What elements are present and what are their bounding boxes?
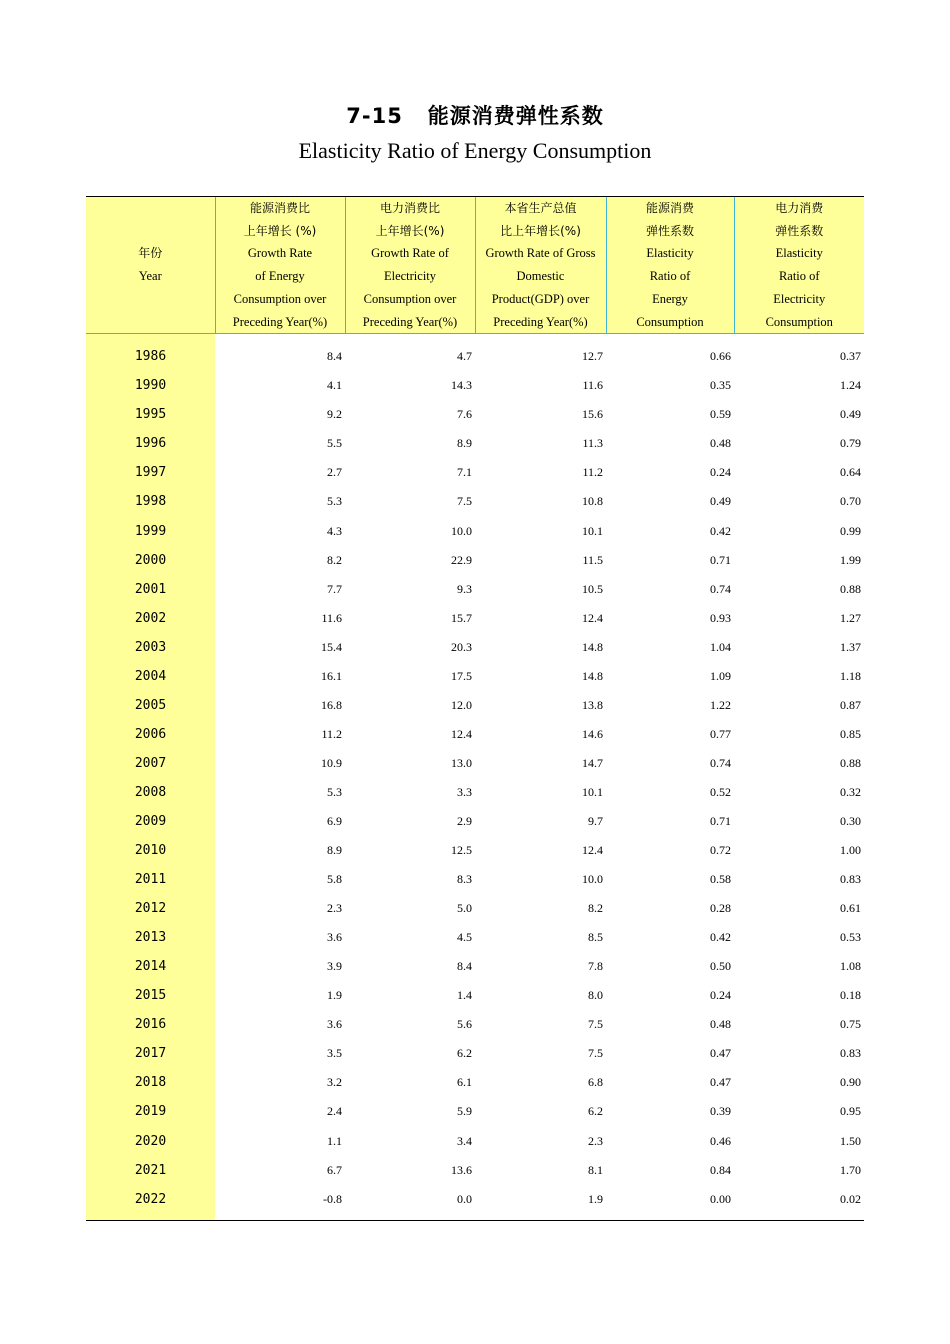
header-line: Product(GDP) over (491, 291, 590, 306)
value-cell: 10.1 (582, 784, 603, 799)
header-line: 年份 (138, 246, 163, 261)
table-row (86, 720, 864, 749)
table-header (86, 197, 864, 334)
year-cell: 2013 (86, 923, 215, 952)
value-cell: 1.22 (710, 697, 731, 712)
value-cell: 0.99 (840, 523, 861, 538)
value-cell: 6.1 (457, 1075, 472, 1090)
value-cell: 0.71 (710, 813, 731, 828)
value-cell: 10.0 (451, 523, 472, 538)
header-line: Ratio of (649, 269, 691, 284)
value-cell: 0.50 (710, 959, 731, 974)
value-cell: 8.4 (327, 349, 342, 364)
value-cell: 10.8 (582, 494, 603, 509)
value-cell: 4.1 (327, 378, 342, 393)
value-cell: 0.42 (710, 523, 731, 538)
year-cell: 2014 (86, 952, 215, 981)
value-cell: 14.7 (582, 755, 603, 770)
table-row (86, 604, 864, 633)
value-cell: 3.6 (327, 930, 342, 945)
value-cell: 0.70 (840, 494, 861, 509)
header-line: Consumption over (363, 291, 457, 306)
value-cell: 11.6 (321, 610, 342, 625)
table-row (86, 1185, 864, 1214)
year-cell: 2000 (86, 546, 215, 575)
value-cell: 8.2 (588, 901, 603, 916)
value-cell: 13.8 (582, 697, 603, 712)
year-cell: 2015 (86, 981, 215, 1010)
header-line: 本省生产总值 (504, 201, 577, 215)
year-cell: 2006 (86, 720, 215, 749)
value-cell: 7.5 (588, 1017, 603, 1032)
value-cell: 0.66 (710, 349, 731, 364)
column-header-year (86, 197, 215, 334)
header-line: Electricity (383, 269, 437, 284)
value-cell: 4.5 (457, 930, 472, 945)
value-cell: 1.00 (840, 843, 861, 858)
value-cell: 9.7 (588, 813, 603, 828)
value-cell: 10.5 (582, 581, 603, 596)
value-cell: 5.3 (327, 494, 342, 509)
value-cell: 16.1 (321, 668, 342, 683)
value-cell: 12.4 (451, 726, 472, 741)
value-cell: 2.7 (327, 465, 342, 480)
year-cell: 2022 (86, 1185, 215, 1214)
table-row (86, 1010, 864, 1039)
value-cell: 0.64 (840, 465, 861, 480)
value-cell: 0.53 (840, 930, 861, 945)
header-line: Energy (652, 291, 688, 306)
value-cell: 0.28 (710, 901, 731, 916)
value-cell: 14.8 (582, 668, 603, 683)
table-row (86, 807, 864, 836)
value-cell: 10.9 (321, 755, 342, 770)
value-cell: 0.83 (840, 872, 861, 887)
value-cell: 0.88 (840, 755, 861, 770)
header-line: 弹性系数 (775, 223, 824, 238)
table-row (86, 517, 864, 546)
spacer-row (86, 334, 864, 343)
table-row (86, 371, 864, 400)
header-row (86, 197, 864, 334)
value-cell: 8.4 (457, 959, 472, 974)
value-cell: 1.24 (840, 378, 861, 393)
table-row (86, 1126, 864, 1155)
year-cell: 2018 (86, 1068, 215, 1097)
column-header-3 (475, 197, 606, 334)
header-line: Consumption over (233, 291, 327, 306)
value-cell: 3.6 (327, 1017, 342, 1032)
value-cell: 0.48 (710, 436, 731, 451)
value-cell: 0.47 (710, 1075, 731, 1090)
value-cell: 7.8 (588, 959, 603, 974)
value-cell: 16.8 (321, 697, 342, 712)
year-cell: 2003 (86, 633, 215, 662)
value-cell: 1.50 (840, 1133, 861, 1148)
value-cell: 12.4 (582, 610, 603, 625)
value-cell: 11.2 (582, 465, 603, 480)
year-cell: 2008 (86, 778, 215, 807)
value-cell: 1.99 (840, 552, 861, 567)
value-cell: 13.6 (451, 1162, 472, 1177)
table-row (86, 981, 864, 1010)
table-row (86, 633, 864, 662)
header-line: Preceding Year(%) (232, 314, 328, 329)
table-row (86, 691, 864, 720)
value-cell: 0.74 (710, 581, 731, 596)
value-cell: 1.09 (710, 668, 731, 683)
table-row (86, 429, 864, 458)
value-cell: 1.4 (457, 988, 472, 1003)
value-cell: 0.85 (840, 726, 861, 741)
value-cell: 7.7 (327, 581, 342, 596)
table-row (86, 487, 864, 516)
value-cell: 0.48 (710, 1017, 731, 1032)
value-cell: 0.37 (840, 349, 861, 364)
value-cell: 0.52 (710, 784, 731, 799)
column-header-4 (606, 197, 734, 334)
table-row (86, 923, 864, 952)
table-row (86, 778, 864, 807)
column-header-1 (215, 197, 345, 334)
year-cell: 2004 (86, 662, 215, 691)
table-row (86, 400, 864, 429)
value-cell: 3.9 (327, 959, 342, 974)
value-cell: 8.9 (457, 436, 472, 451)
value-cell: 17.5 (451, 668, 472, 683)
value-cell: 0.58 (710, 872, 731, 887)
header-line: 能源消费比 (249, 201, 310, 215)
year-cell: 1997 (86, 458, 215, 487)
value-cell: 11.2 (321, 726, 342, 741)
year-cell: 1986 (86, 342, 215, 371)
value-cell: 1.04 (710, 639, 731, 654)
year-cell: 1999 (86, 517, 215, 546)
year-cell: 2020 (86, 1126, 215, 1155)
value-cell: 15.6 (582, 407, 603, 422)
value-cell: 1.27 (840, 610, 861, 625)
value-cell: 8.0 (588, 988, 603, 1003)
header-line: Growth Rate of Gross (485, 246, 596, 261)
page-title-english: Elasticity Ratio of Energy Consumption (298, 138, 652, 163)
header-line: 电力消费 (775, 201, 824, 215)
value-cell: 1.1 (327, 1133, 342, 1148)
value-cell: 12.0 (451, 697, 472, 712)
value-cell: 8.9 (327, 843, 342, 858)
value-cell: 7.6 (457, 407, 472, 422)
year-cell: 2012 (86, 894, 215, 923)
value-cell: 14.6 (582, 726, 603, 741)
value-cell: 0.39 (710, 1104, 731, 1119)
value-cell: 0.79 (840, 436, 861, 451)
value-cell: 7.1 (457, 465, 472, 480)
year-cell: 2017 (86, 1039, 215, 1068)
value-cell: 5.9 (457, 1104, 472, 1119)
value-cell: 0.0 (457, 1191, 472, 1206)
value-cell: 8.1 (588, 1162, 603, 1177)
value-cell: 0.90 (840, 1075, 861, 1090)
value-cell: 8.3 (457, 872, 472, 887)
value-cell: 4.3 (327, 523, 342, 538)
value-cell: 1.9 (588, 1191, 603, 1206)
value-cell: 14.3 (451, 378, 472, 393)
value-cell: 0.24 (710, 988, 731, 1003)
value-cell: 0.32 (840, 784, 861, 799)
table-row (86, 1156, 864, 1185)
header-line: Domestic (516, 269, 565, 284)
header-line: Electricity (773, 291, 826, 306)
value-cell: 0.95 (840, 1104, 861, 1119)
page-title-chinese (0, 100, 950, 130)
value-cell: 0.71 (710, 552, 731, 567)
value-cell: 2.4 (327, 1104, 342, 1119)
value-cell: 0.46 (710, 1133, 731, 1148)
value-cell: 12.5 (451, 843, 472, 858)
value-cell: 5.8 (327, 872, 342, 887)
year-cell: 2001 (86, 575, 215, 604)
value-cell: -0.8 (323, 1191, 342, 1206)
value-cell: 3.4 (457, 1133, 472, 1148)
value-cell: 20.3 (451, 639, 472, 654)
value-cell: 5.6 (457, 1017, 472, 1032)
bottom-rule-row (86, 1214, 864, 1221)
value-cell: 0.77 (710, 726, 731, 741)
year-cell: 2010 (86, 836, 215, 865)
year-cell: 2019 (86, 1097, 215, 1126)
column-header-2 (345, 197, 475, 334)
value-cell: 8.2 (327, 552, 342, 567)
value-cell: 12.4 (582, 843, 603, 858)
table-row (86, 836, 864, 865)
value-cell: 0.47 (710, 1046, 731, 1061)
value-cell: 1.37 (840, 639, 861, 654)
value-cell: 3.2 (327, 1075, 342, 1090)
value-cell: 0.83 (840, 1046, 861, 1061)
value-cell: 0.02 (840, 1191, 861, 1206)
value-cell: 4.7 (457, 349, 472, 364)
value-cell: 0.18 (840, 988, 861, 1003)
value-cell: 11.5 (582, 552, 603, 567)
year-cell: 1998 (86, 487, 215, 516)
value-cell: 3.3 (457, 784, 472, 799)
table-body (86, 334, 864, 1220)
value-cell: 0.42 (710, 930, 731, 945)
value-cell: 10.0 (582, 872, 603, 887)
value-cell: 0.87 (840, 697, 861, 712)
table-number: 7-15 (346, 104, 403, 128)
value-cell: 13.0 (451, 755, 472, 770)
table-row (86, 575, 864, 604)
year-cell: 2016 (86, 1010, 215, 1039)
value-cell: 0.30 (840, 813, 861, 828)
table-row (86, 1039, 864, 1068)
header-line: 比上年增长(%) (500, 223, 581, 238)
value-cell: 5.0 (457, 901, 472, 916)
value-cell: 5.3 (327, 784, 342, 799)
year-cell: 2011 (86, 865, 215, 894)
value-cell: 0.61 (840, 901, 861, 916)
header-line: Preceding Year(%) (362, 314, 458, 329)
value-cell: 11.6 (582, 378, 603, 393)
table-row (86, 749, 864, 778)
value-cell: 1.70 (840, 1162, 861, 1177)
value-cell: 11.3 (582, 436, 603, 451)
table-row (86, 1068, 864, 1097)
value-cell: 14.8 (582, 639, 603, 654)
data-table (86, 196, 864, 1221)
title-text-cn: 能源消费弹性系数 (427, 104, 604, 128)
header-line: Growth Rate (247, 246, 313, 261)
value-cell: 0.74 (710, 755, 731, 770)
value-cell: 7.5 (457, 494, 472, 509)
value-cell: 6.9 (327, 813, 342, 828)
header-line: Consumption (765, 314, 833, 329)
year-cell: 1990 (86, 371, 215, 400)
table-row (86, 865, 864, 894)
value-cell: 7.5 (588, 1046, 603, 1061)
value-cell: 5.5 (327, 436, 342, 451)
value-cell: 0.75 (840, 1017, 861, 1032)
table-row (86, 952, 864, 981)
header-line: Elasticity (646, 246, 694, 261)
value-cell: 6.2 (588, 1104, 603, 1119)
value-cell: 22.9 (451, 552, 472, 567)
value-cell: 9.2 (327, 407, 342, 422)
header-line: Preceding Year(%) (493, 314, 588, 329)
value-cell: 0.72 (710, 843, 731, 858)
value-cell: 0.88 (840, 581, 861, 596)
value-cell: 2.3 (327, 901, 342, 916)
table-row (86, 458, 864, 487)
header-line: Growth Rate of (371, 246, 449, 261)
header-line: Elasticity (775, 246, 823, 261)
year-cell: 1996 (86, 429, 215, 458)
value-cell: 0.49 (710, 494, 731, 509)
header-line: Consumption (636, 314, 704, 329)
header-line: of Energy (255, 269, 305, 284)
year-cell: 2007 (86, 749, 215, 778)
value-cell: 0.24 (710, 465, 731, 480)
table-row (86, 1097, 864, 1126)
header-line: 电力消费比 (379, 201, 440, 215)
value-cell: 1.18 (840, 668, 861, 683)
year-cell: 2005 (86, 691, 215, 720)
value-cell: 0.49 (840, 407, 861, 422)
value-cell: 3.5 (327, 1046, 342, 1061)
header-line: Ratio of (778, 269, 820, 284)
value-cell: 6.2 (457, 1046, 472, 1061)
value-cell: 10.1 (582, 523, 603, 538)
year-cell: 1995 (86, 400, 215, 429)
header-line: Year (138, 269, 162, 284)
value-cell: 15.4 (321, 639, 342, 654)
column-header-5 (734, 197, 864, 334)
header-line: 能源消费 (645, 201, 694, 215)
value-cell: 1.9 (327, 988, 342, 1003)
value-cell: 15.7 (451, 610, 472, 625)
table-row (86, 546, 864, 575)
header-line: 上年增长 (%) (243, 223, 317, 238)
value-cell: 2.9 (457, 813, 472, 828)
value-cell: 12.7 (582, 349, 603, 364)
header-line: 上年增长(%) (375, 223, 445, 238)
value-cell: 8.5 (588, 930, 603, 945)
year-cell: 2002 (86, 604, 215, 633)
value-cell: 0.59 (710, 407, 731, 422)
table-row (86, 662, 864, 691)
value-cell: 0.35 (710, 378, 731, 393)
table-row (86, 894, 864, 923)
value-cell: 6.8 (588, 1075, 603, 1090)
year-cell: 2021 (86, 1156, 215, 1185)
table-row (86, 342, 864, 371)
year-cell: 2009 (86, 807, 215, 836)
value-cell: 0.00 (710, 1191, 731, 1206)
value-cell: 9.3 (457, 581, 472, 596)
value-cell: 0.84 (710, 1162, 731, 1177)
value-cell: 0.93 (710, 610, 731, 625)
value-cell: 1.08 (840, 959, 861, 974)
header-line: 弹性系数 (645, 223, 694, 238)
value-cell: 2.3 (588, 1133, 603, 1148)
value-cell: 6.7 (327, 1162, 342, 1177)
